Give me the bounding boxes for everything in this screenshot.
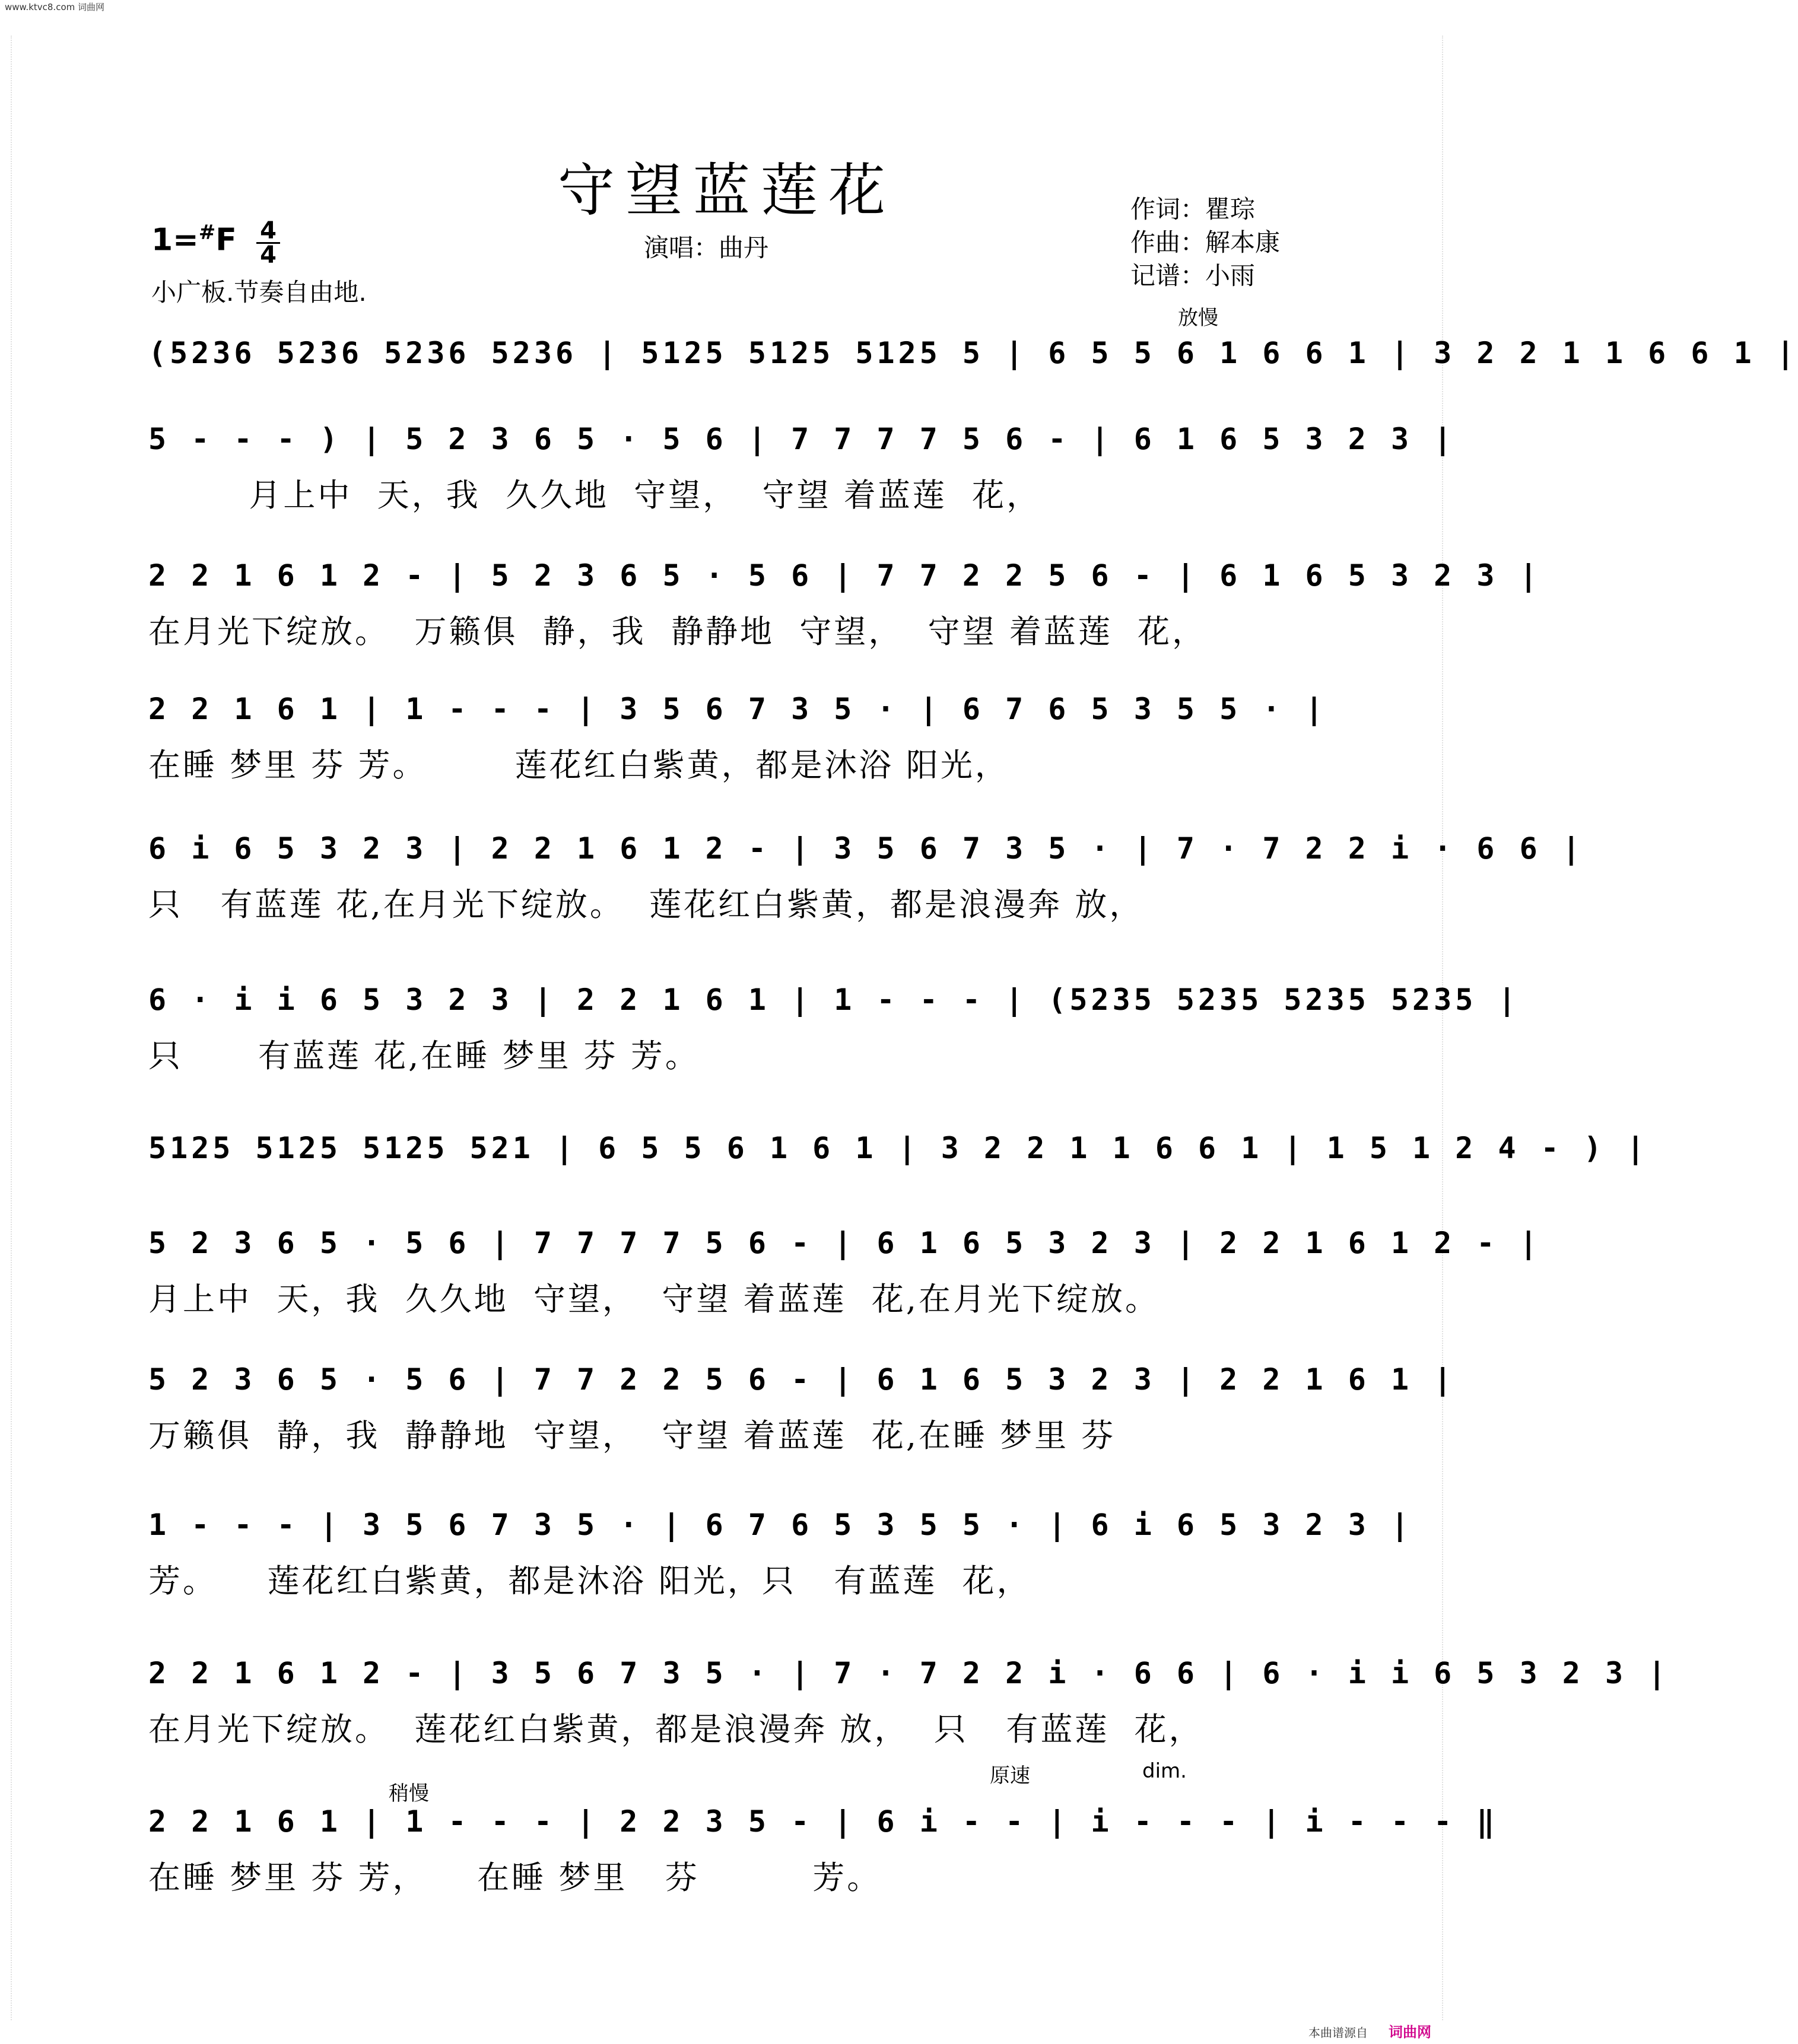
time-signature: 4 4 [256, 220, 280, 266]
notes: 5 - - - ) | 5 2 3 6 5 · 5 6 | 7 7 7 7 5 6 - | 6 1 6 5 3 2 3 | [148, 422, 1456, 456]
footer-source: 本曲谱源自 [1308, 2026, 1368, 2040]
key-signature: 1=#F [151, 221, 237, 258]
lyrics: 只 有蓝莲 花,在月光下绽放。 莲花红白紫黄，都是浪漫奔 放， [148, 886, 1144, 923]
composer: 作曲：解本康 [1130, 228, 1281, 257]
lyrics: 万籁俱 静，我 静静地 守望， 守望 着蓝莲 花,在睡 梦里 芬 [148, 1417, 1116, 1454]
singer: 演唱：曲丹 [644, 233, 769, 262]
credits [1130, 193, 1280, 293]
transcriber: 记谱：小雨 [1130, 261, 1256, 290]
right-watermark-strip [1442, 36, 1454, 2020]
notes: 5 2 3 6 5 · 5 6 | 7 7 7 7 5 6 - | 6 1 6 5 3 2 3 | 2 2 1 6 1 2 - | [148, 1226, 1541, 1260]
lyrics: 芳。 莲花红白紫黄，都是沐浴 阳光，只 有蓝莲 花， [148, 1562, 1031, 1600]
footer-logo[interactable]: 词曲网 [1389, 2024, 1431, 2040]
mark-shaoman: 稍慢 [389, 1782, 429, 1805]
notes: 6 i 6 5 3 2 3 | 2 2 1 6 1 2 - | 3 5 6 7 3 5 · | 7 · 7 2 2 i · 6 6 | [148, 831, 1584, 866]
left-watermark-strip [0, 36, 12, 2020]
notes: 1 - - - | 3 5 6 7 3 5 · | 6 7 6 5 3 5 5 · | 6 i 6 5 3 2 3 | [148, 1508, 1413, 1542]
lyrics: 在月光下绽放。 莲花红白紫黄，都是浪漫奔 放， 只 有蓝莲 花， [148, 1711, 1203, 1748]
lyrics: 月上中 天，我 久久地 守望， 守望 着蓝莲 花,在月光下绽放。 [148, 1280, 1160, 1318]
lyrics: 在月光下绽放。 万籁俱 静，我 静静地 守望， 守望 着蓝莲 花， [148, 613, 1207, 650]
notes: 2 2 1 6 1 | 1 - - - | 3 5 6 7 3 5 · | 6 7 6 5 3 5 5 · | [148, 692, 1327, 726]
lyrics: 月上中 天，我 久久地 守望， 守望 着蓝莲 花， [148, 476, 1041, 514]
mark-fangman: 放慢 [1178, 306, 1218, 330]
mark-dim: dim. [1142, 1759, 1187, 1783]
song-title: 守望蓝莲花 [558, 157, 896, 224]
notes: 2 2 1 6 1 2 - | 3 5 6 7 3 5 · | 7 · 7 2 2 i · 6 6 | 6 · i i 6 5 3 2 3 | [148, 1656, 1670, 1690]
notes: 2 2 1 6 1 2 - | 5 2 3 6 5 · 5 6 | 7 7 2 2 5 6 - | 6 1 6 5 3 2 3 | [148, 558, 1541, 593]
notes: 2 2 1 6 1 | 1 - - - | 2 2 3 5 - | 6 i - - | i - - - | i - - - ‖ [148, 1804, 1498, 1839]
notes: (5236 5236 5236 5236 | 5125 5125 5125 5 | 6 5 5 6 1 6 6 1 | 3 2 2 1 1 6 6 1 | [148, 336, 1798, 370]
lyrics: 在睡 梦里 芬 芳。 莲花红白紫黄，都是沐浴 阳光， [148, 746, 1009, 784]
lyrics: 只 有蓝莲 花,在睡 梦里 芬 芳。 [148, 1037, 700, 1075]
notes: 5125 5125 5125 521 | 6 5 5 6 1 6 1 | 3 2 2 1 1 6 6 1 | 1 5 1 2 4 - ) | [148, 1131, 1648, 1165]
lyricist: 作词：瞿琮 [1130, 195, 1256, 224]
mark-yuansu: 原速 [990, 1764, 1030, 1788]
notes: 5 2 3 6 5 · 5 6 | 7 7 2 2 5 6 - | 6 1 6 5 3 2 3 | 2 2 1 6 1 | [148, 1362, 1456, 1397]
tempo-marking: 小广板.节奏自由地. [151, 278, 367, 307]
site-header: www.ktvc8.com 词曲网 [5, 2, 105, 12]
lyrics: 在睡 梦里 芬 芳， 在睡 梦里 芬 芳。 [148, 1859, 882, 1896]
notes: 6 · i i 6 5 3 2 3 | 2 2 1 6 1 | 1 - - - | (5235 5235 5235 5235 | [148, 983, 1520, 1017]
